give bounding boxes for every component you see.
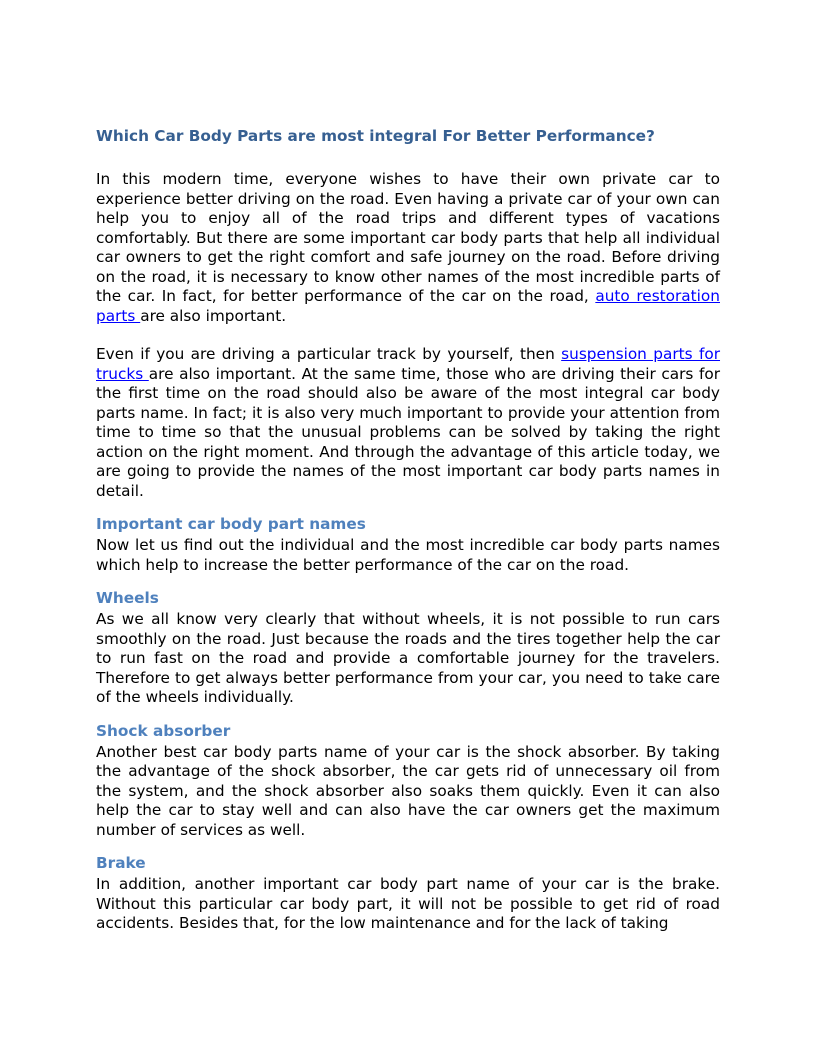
intro-paragraph-2-text-a: Even if you are driving a particular track by yourself, then [96, 345, 562, 363]
document-title: Which Car Body Parts are most integral For Better Performance? [96, 127, 655, 145]
intro-paragraph-2-text-b: are also important. At the same time, those who are driving their cars for the first time on the road should also be aware of the most integral car body parts name. In fact; it is also very much important to provide your attention from time to time so that the unusual problems can be solved by taking the right action on the right moment. And through the advantage of this article today, we are going to provide the names of the most important car body parts names in detail. [96, 364, 720, 500]
section-heading-shock-absorber: Shock absorber [96, 721, 231, 740]
section-body-important-parts: Now let us find out the individual and the most incredible car body parts names which help to increase the better performance of the car on the road. [96, 536, 720, 574]
intro-paragraph-1-text-b: are also important. [140, 306, 287, 325]
auto-restoration-parts-link[interactable]: auto restoration parts [96, 287, 720, 325]
suspension-parts-link[interactable]: suspension parts for trucks [96, 345, 721, 383]
document-page [96, 126, 720, 947]
intro-paragraph-2 [96, 345, 720, 501]
section-heading-brake: Brake [96, 854, 146, 872]
section-heading-wheels: Wheels [96, 589, 159, 607]
intro-paragraph-1-text-a: In this modern time, everyone wishes to have their own private car to experience better driving on the road. Even having a private car of your own can help you to enjoy all of the road trips and different types of vacations comfortably. But there are some important car body parts that help all individual car owners to get the right comfort and safe journey on the road. Before driving on the road, it is necessary to know other names of the most incredible parts of the car. In fact, for better performance of the car on the road, [96, 170, 720, 305]
section-body-wheels: As we all know very clearly that without wheels, it is not possible to run cars smoothly on the road. Just because the roads and the tires together help the car to run fast on the road and provide a comfortable journey for the travelers. Therefore to get always better performance from your car, you need to take care of the wheels individually. [96, 610, 720, 706]
section-body-shock-absorber: Another best car body parts name of your car is the shock absorber. By taking the advantage of the shock absorber, the car gets rid of unnecessary oil from the system, and the shock absorber also soaks them quickly. Even it can also help the car to stay well and can also have the car owners get the maximum number of services as well. [96, 742, 720, 839]
section-body-brake: In addition, another important car body part name of your car is the brake. Without this particular car body part, it will not be possible to get rid of road accidents. Besides that, for the low maintenance and for the lack of taking [96, 875, 720, 932]
section-heading-important-parts: Important car body part names [96, 515, 366, 533]
intro-paragraph-1 [96, 170, 720, 326]
